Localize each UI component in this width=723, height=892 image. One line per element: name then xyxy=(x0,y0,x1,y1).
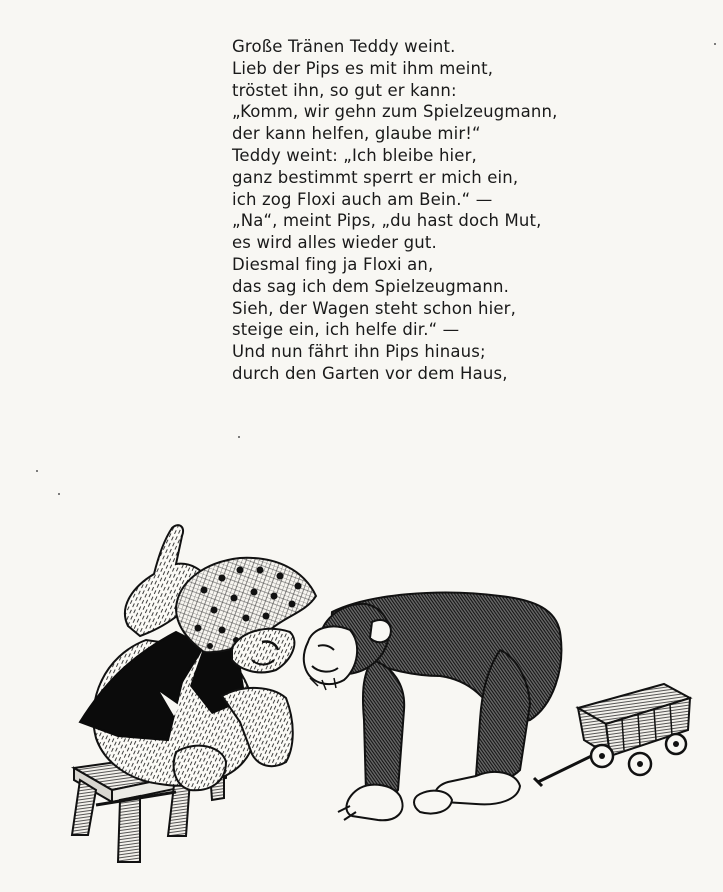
poem-line: steige ein, ich helfe dir.“ — xyxy=(232,320,460,340)
poem-text xyxy=(232,36,652,385)
poem-line: das sag ich dem Spielzeugmann. xyxy=(232,276,510,296)
poem-line: Lieb der Pips es mit ihm meint, xyxy=(232,58,494,78)
print-speck xyxy=(36,470,38,472)
toy-wagon-icon xyxy=(534,684,690,786)
monkey-icon xyxy=(304,593,562,821)
teddy-and-monkey-illustration xyxy=(0,500,723,892)
poem-line: tröstet ihn, so gut er kann: xyxy=(232,80,457,100)
poem-line: ich zog Floxi auch am Bein.“ — xyxy=(232,189,493,209)
poem-line: „Komm, wir gehn zum Spielzeugmann, xyxy=(232,102,558,122)
poem-line: Diesmal fing ja Floxi an, xyxy=(232,254,434,274)
poem-line: Teddy weint: „Ich bleibe hier, xyxy=(232,145,477,165)
print-speck xyxy=(238,436,240,438)
poem-line: „Na“, meint Pips, „du hast doch Mut, xyxy=(232,211,542,231)
print-speck xyxy=(714,43,716,45)
poem-line: Sieh, der Wagen steht schon hier, xyxy=(232,298,516,318)
poem-line: der kann helfen, glaube mir!“ xyxy=(232,124,481,144)
poem-line: durch den Garten vor dem Haus, xyxy=(232,363,508,383)
teddy-bear-icon xyxy=(80,525,316,790)
poem-line: ganz bestimmt sperrt er mich ein, xyxy=(232,167,519,187)
print-speck xyxy=(58,493,60,495)
poem-line: Und nun fährt ihn Pips hinaus; xyxy=(232,342,486,362)
poem-line: es wird alles wieder gut. xyxy=(232,233,437,253)
poem-line: Große Tränen Teddy weint. xyxy=(232,37,456,56)
